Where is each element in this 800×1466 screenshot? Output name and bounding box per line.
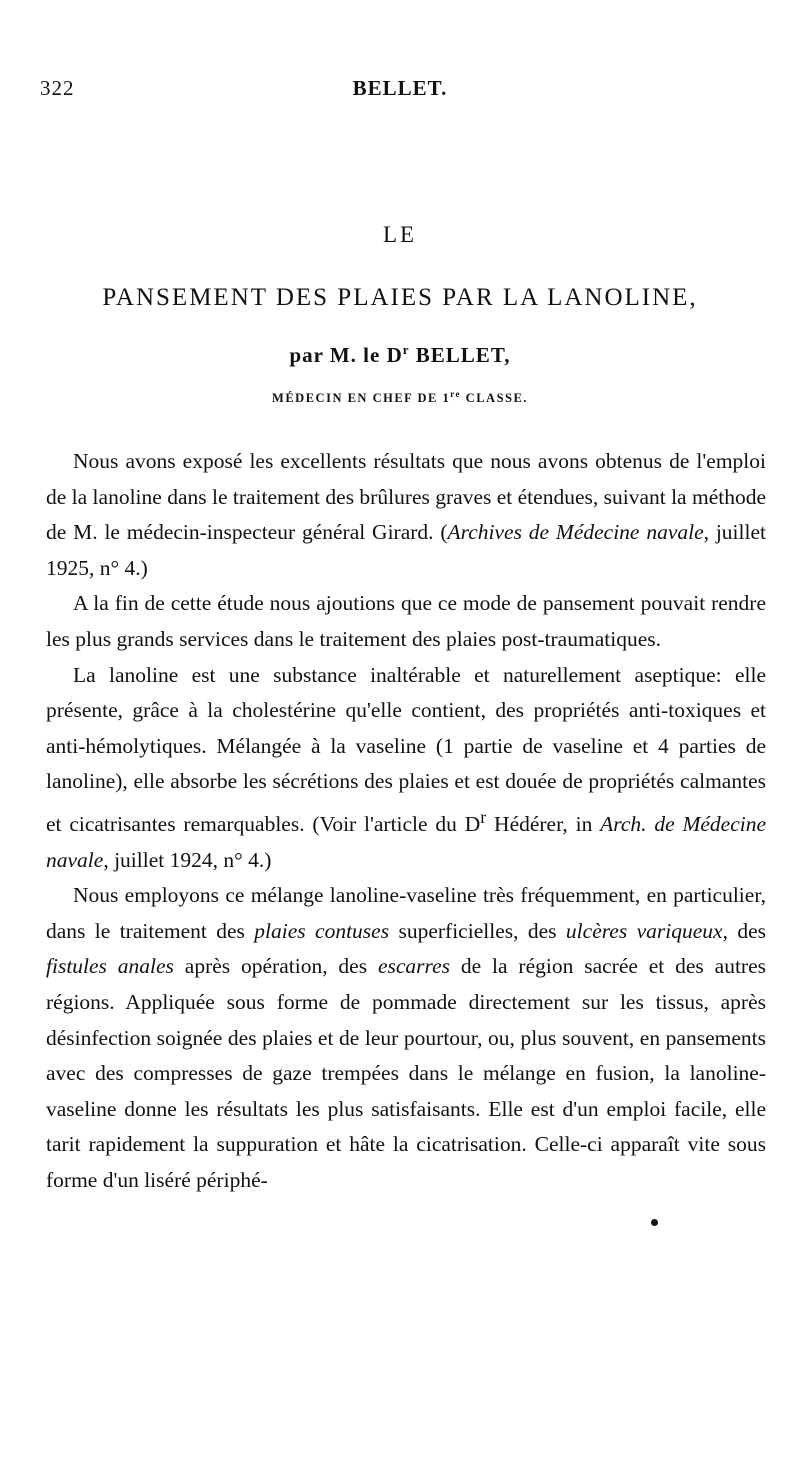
paragraph-4-text: de la région sacrée et des autres régions. Appliquée sous forme de pommade directement sur les tissus, après désinfection soignée des plaies et de leur pourtour, ou, plus souvent, en pansements avec des compresses de gaze trempées dans le mélange en fusion, la lanoline-vaseline donne les résultats les plus satisfaisants. Elle est d'un emploi facile, elle tarit rapidement la suppuration et hâte la cicatrisation. Celle-ci apparaît vite sous forme d'un liséré périphé- bbox=[46, 954, 766, 1193]
medical-term: plaies contuses bbox=[254, 918, 390, 943]
rank-suffix: CLASSE. bbox=[461, 391, 528, 406]
paragraph-4-text: , des bbox=[722, 918, 767, 943]
rank-superscript: re bbox=[450, 389, 462, 399]
byline-superscript: r bbox=[402, 342, 410, 357]
running-title: BELLET. bbox=[352, 76, 448, 100]
rank-prefix: MÉDECIN EN CHEF DE 1 bbox=[272, 391, 451, 406]
paragraph-4-text: superficielles, des bbox=[389, 918, 566, 943]
paragraph-1 bbox=[46, 444, 766, 586]
paragraph-3-text: La lanoline est une substance inaltérable et naturellement aseptique: elle présente, grâce à la cholestérine qu'elle contient, des propriétés anti-toxiques et anti-hémolytiques. Mélangée à la vaseline (1 partie de vaseline et 4 parties de lanoline), elle absorbe les sécrétions des plaies et est douée de propriétés calmantes et cicatrisantes remarquables. (Voir l'article du D bbox=[46, 662, 766, 837]
medical-term: ulcères variqueux bbox=[565, 918, 723, 943]
page-number: 322 bbox=[40, 76, 75, 100]
article-title-line1: LE bbox=[382, 222, 418, 247]
paragraph-3 bbox=[46, 658, 766, 879]
paragraph-4-text: après opération, des bbox=[173, 954, 378, 979]
medical-term: fistules anales bbox=[46, 954, 174, 979]
paragraph-4 bbox=[46, 878, 766, 1198]
running-head bbox=[40, 76, 760, 106]
journal-title: Archives de Médecine navale bbox=[447, 520, 704, 545]
journal-title: Arch. de Médecine navale bbox=[46, 812, 766, 872]
byline-name: BELLET, bbox=[409, 343, 511, 367]
doctor-name: Hédérer, in bbox=[486, 812, 601, 837]
paragraph-1-text: Nous avons exposé les excellents résultats que nous avons obtenus de l'emploi de la lanoline dans le traitement des brûlures graves et étendues, suivant la méthode de M. le médecin-inspecteur général Girard. ( bbox=[46, 449, 767, 545]
paragraph-1-text-end: , juillet 1925, n° 4.) bbox=[46, 520, 766, 580]
paragraph-3-text-end: , juillet 1924, n° 4.) bbox=[103, 847, 272, 872]
article-title-line2: PANSEMENT DES PLAIES PAR LA LANOLINE, bbox=[102, 284, 698, 311]
paragraph-2: A la fin de cette étude nous ajoutions que ce mode de pansement pouvait rendre les plus grands services dans le traitement des plaies post-traumatiques. bbox=[46, 591, 766, 651]
medical-term: escarres bbox=[377, 954, 451, 979]
author-rank bbox=[0, 389, 800, 406]
paragraph-4-text: Nous employons ce mélange lanoline-vaseline très fréquemment, en particulier, dans le traitement des bbox=[46, 883, 766, 943]
doctor-superscript: r bbox=[480, 806, 487, 827]
article-body bbox=[46, 444, 766, 1199]
byline-prefix: par M. le D bbox=[289, 343, 403, 367]
author-byline bbox=[0, 342, 800, 368]
ink-dot bbox=[651, 1219, 658, 1226]
